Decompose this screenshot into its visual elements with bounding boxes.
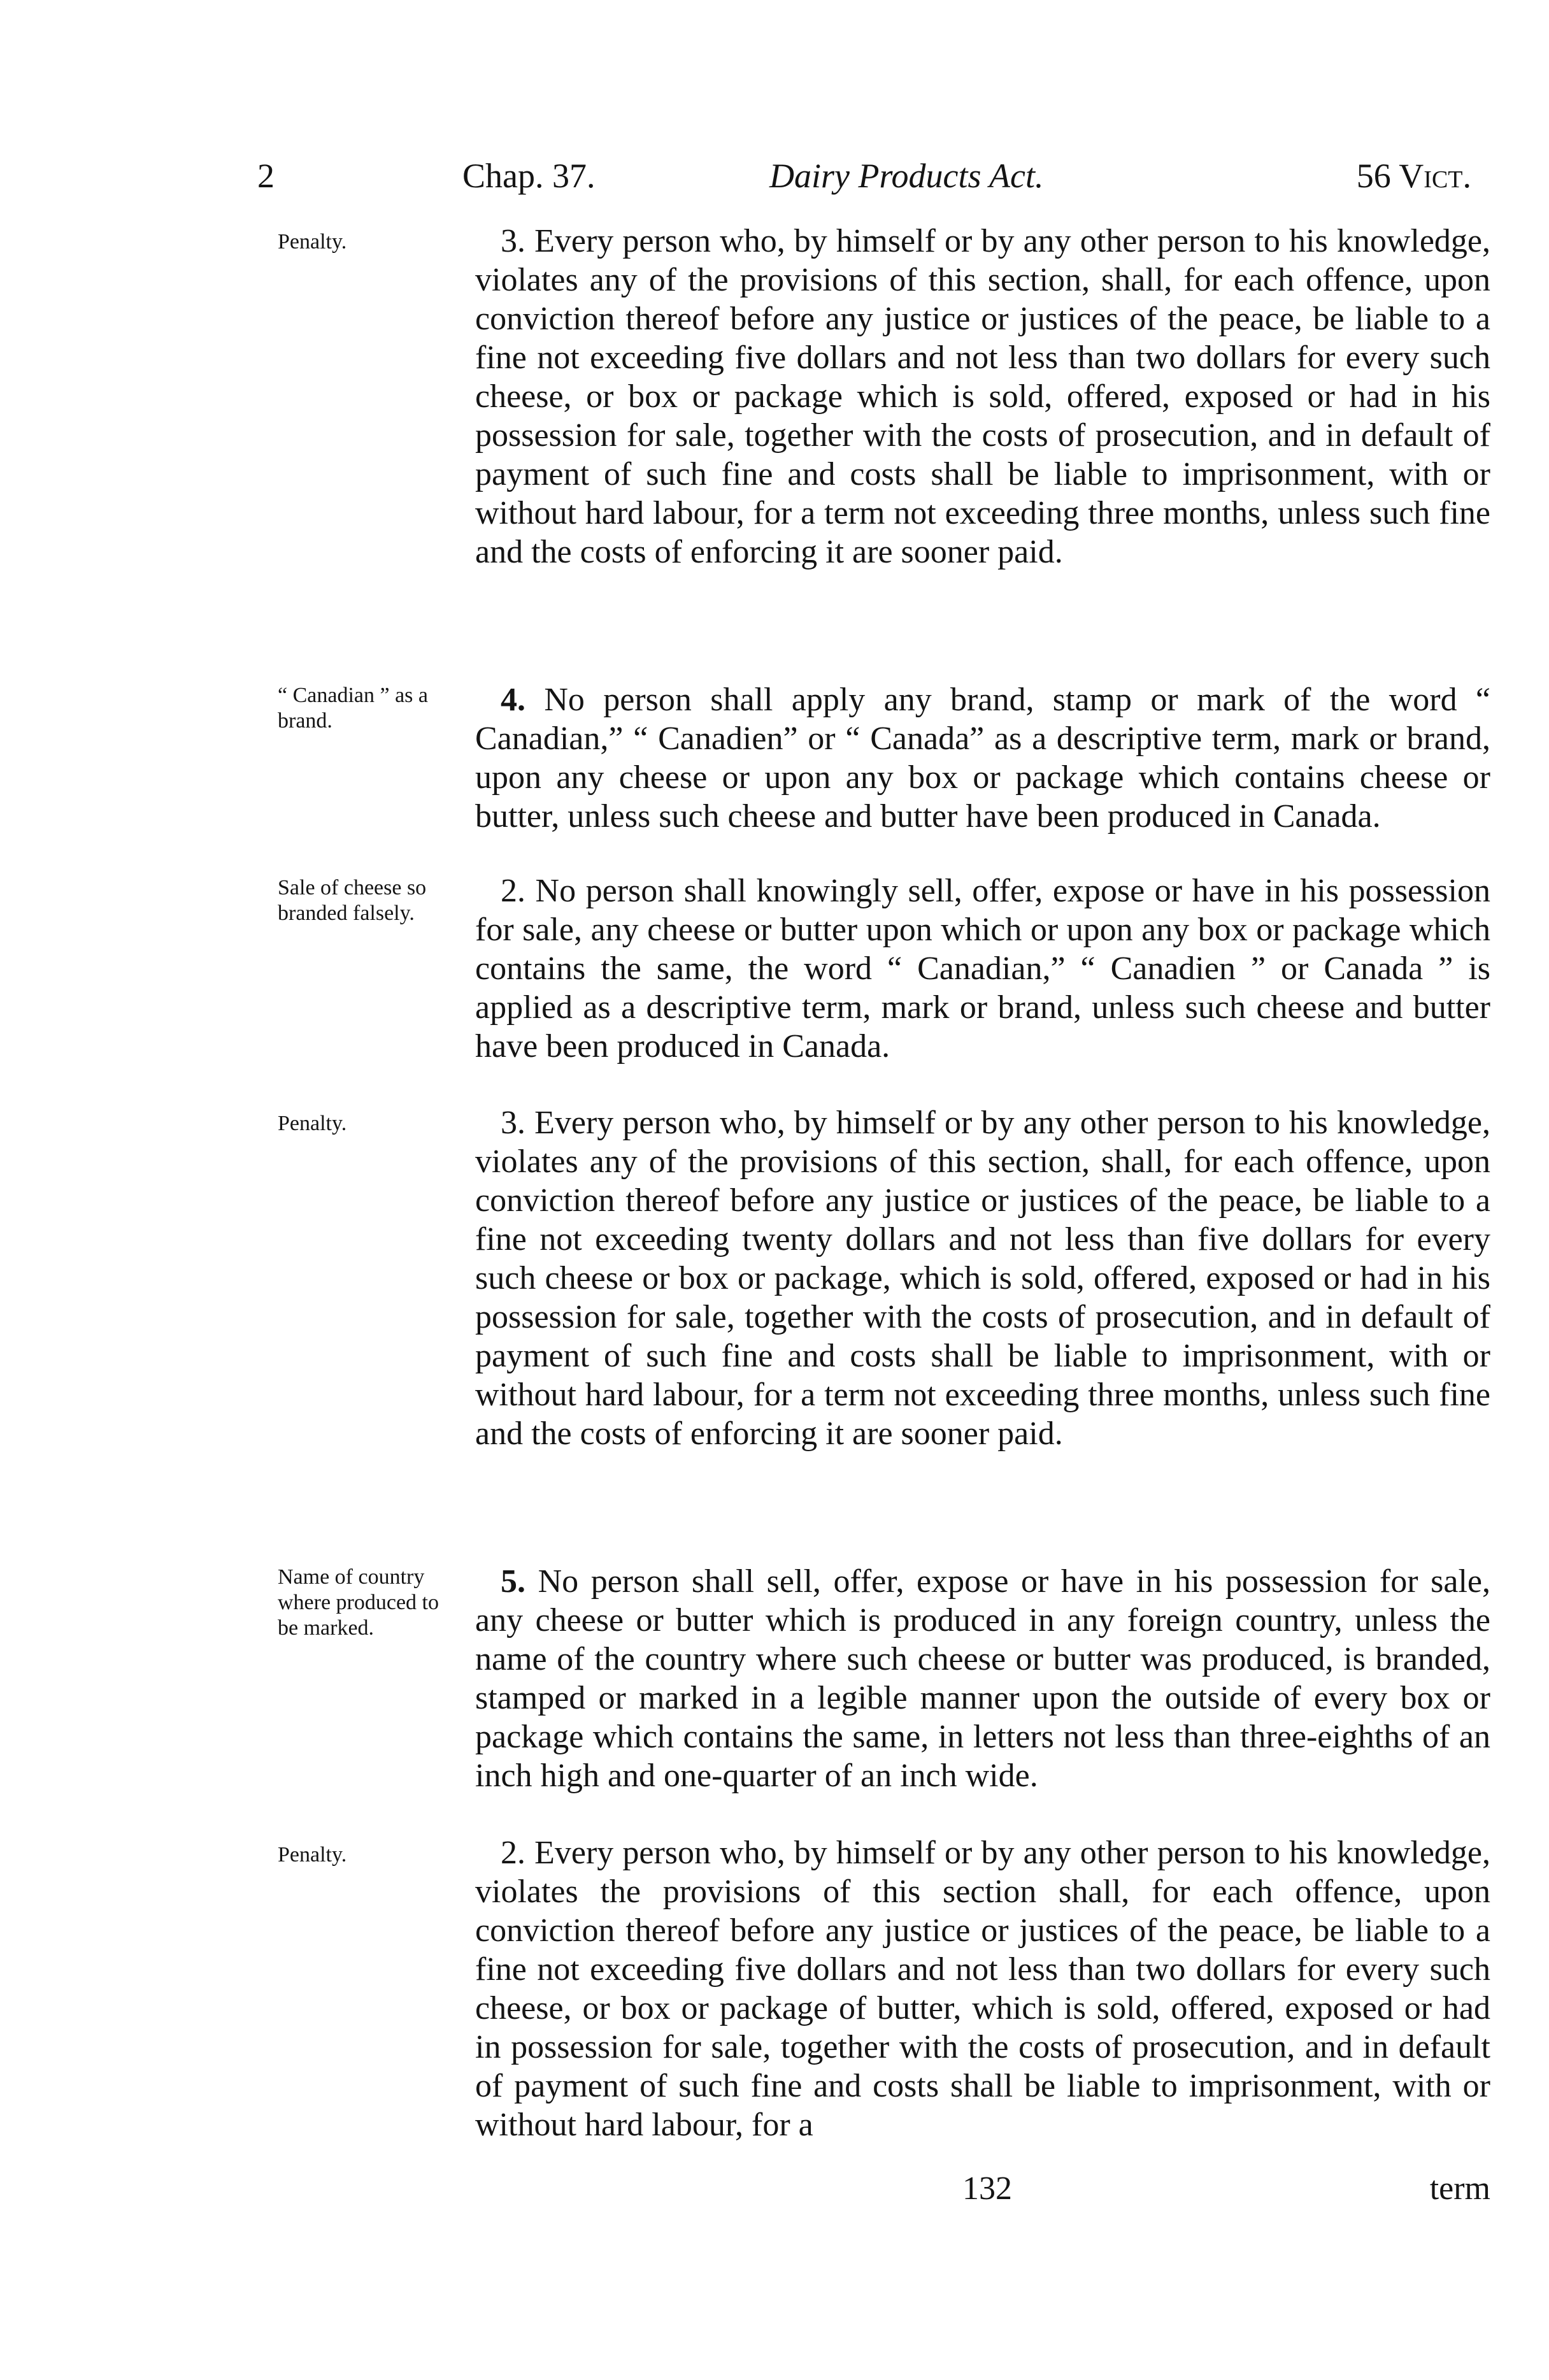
catchword: term: [1429, 2170, 1490, 2207]
section-number: 4.: [501, 682, 525, 718]
section-paragraph: [475, 680, 1490, 836]
section-text: No person shall apply any brand, stamp or mark of the word “ Canadian,” “ Canadien” or “ Canada” as a descriptive term, mark or brand, upon any cheese or upon any box or package which contains cheese or butter, unless such cheese and butter have been produced in Canada.: [475, 682, 1490, 835]
margin-note: “ Canadian ” as a brand.: [278, 684, 428, 733]
section-paragraph: [475, 1833, 1490, 2144]
section-paragraph: [475, 1103, 1490, 1453]
section-paragraph: [475, 871, 1490, 1066]
section-text: 3. Every person who, by himself or by any other person to his knowledge, violates any of the provisions of this section, shall, for each offence, upon conviction thereof before any justice or justices of the peace, be liable to a fine not exceeding twenty dollars and not less than five dollars for every such cheese or box or package, which is sold, offered, exposed or had in his possession for sale, together with the costs of prosecution, and in default of payment of such fine and costs shall be liable to imprisonment, with or without hard labour, for a term not exceeding three months, unless such fine and the costs of enforcing it are sooner paid.: [475, 1105, 1490, 1452]
session-label: 56 Vict.: [1356, 157, 1471, 195]
section-text: 2. No person shall knowingly sell, offer, expose or have in his possession for sale, any cheese or butter upon which or upon any box or package which contains the same, the word “ Canadian,” “ Canadien ” or Canada ” is applied as a descriptive term, mark or brand, unless such cheese and butter have been produced in Canada.: [475, 873, 1490, 1065]
section-text: 2. Every person who, by himself or by any other person to his knowledge, violates the provisions of this section shall, for each offence, upon conviction thereof before any justice or justices of the peace, be liable to a fine not exceeding five dollars and not less than two dollars for every such cheese, or box or package of butter, which is sold, offered, exposed or had in possession for sale, together with the costs of prosecution, and in default of payment of such fine and costs shall be liable to imprisonment, with or without hard labour, for a: [475, 1835, 1490, 2143]
margin-note: Penalty.: [278, 1112, 347, 1135]
margin-note: Penalty.: [278, 1843, 347, 1867]
margin-note: Name of country where produced to be marked.: [278, 1565, 439, 1640]
folio-number: 132: [962, 2170, 1012, 2207]
running-header: [204, 150, 1471, 201]
section-paragraph: [475, 1562, 1490, 1795]
margin-note: Sale of cheese so branded falsely.: [278, 876, 427, 925]
section-number: 5.: [501, 1563, 525, 1600]
act-title: Dairy Products Act.: [769, 157, 1044, 195]
section-text: 3. Every person who, by himself or by any other person to his knowledge, violates any of the provisions of this section, shall, for each offence, upon conviction thereof before any justice or justices of the peace, be liable to a fine not exceeding five dollars and not less than two dollars for every such cheese, or box or package which is sold, offered, exposed or had in his possession for sale, together with the costs of prosecution, and in default of payment of such fine and costs shall be liable to imprisonment, with or without hard labour, for a term not exceeding three months, unless such fine and the costs of enforcing it are sooner paid.: [475, 223, 1490, 570]
page-number: 2: [257, 157, 275, 195]
chapter-label: Chap. 37.: [462, 157, 596, 195]
margin-note: Penalty.: [278, 230, 347, 254]
section-text: No person shall sell, offer, expose or have in his possession for sale, any cheese or butter which is produced in any foreign country, unless the name of the country where such cheese or butter was produced, is branded, stamped or marked in a legible manner upon the outside of every box or package which contains the same, in letters not less than three-eighths of an inch high and one-quarter of an inch wide.: [475, 1563, 1490, 1794]
section-paragraph: [475, 222, 1490, 571]
